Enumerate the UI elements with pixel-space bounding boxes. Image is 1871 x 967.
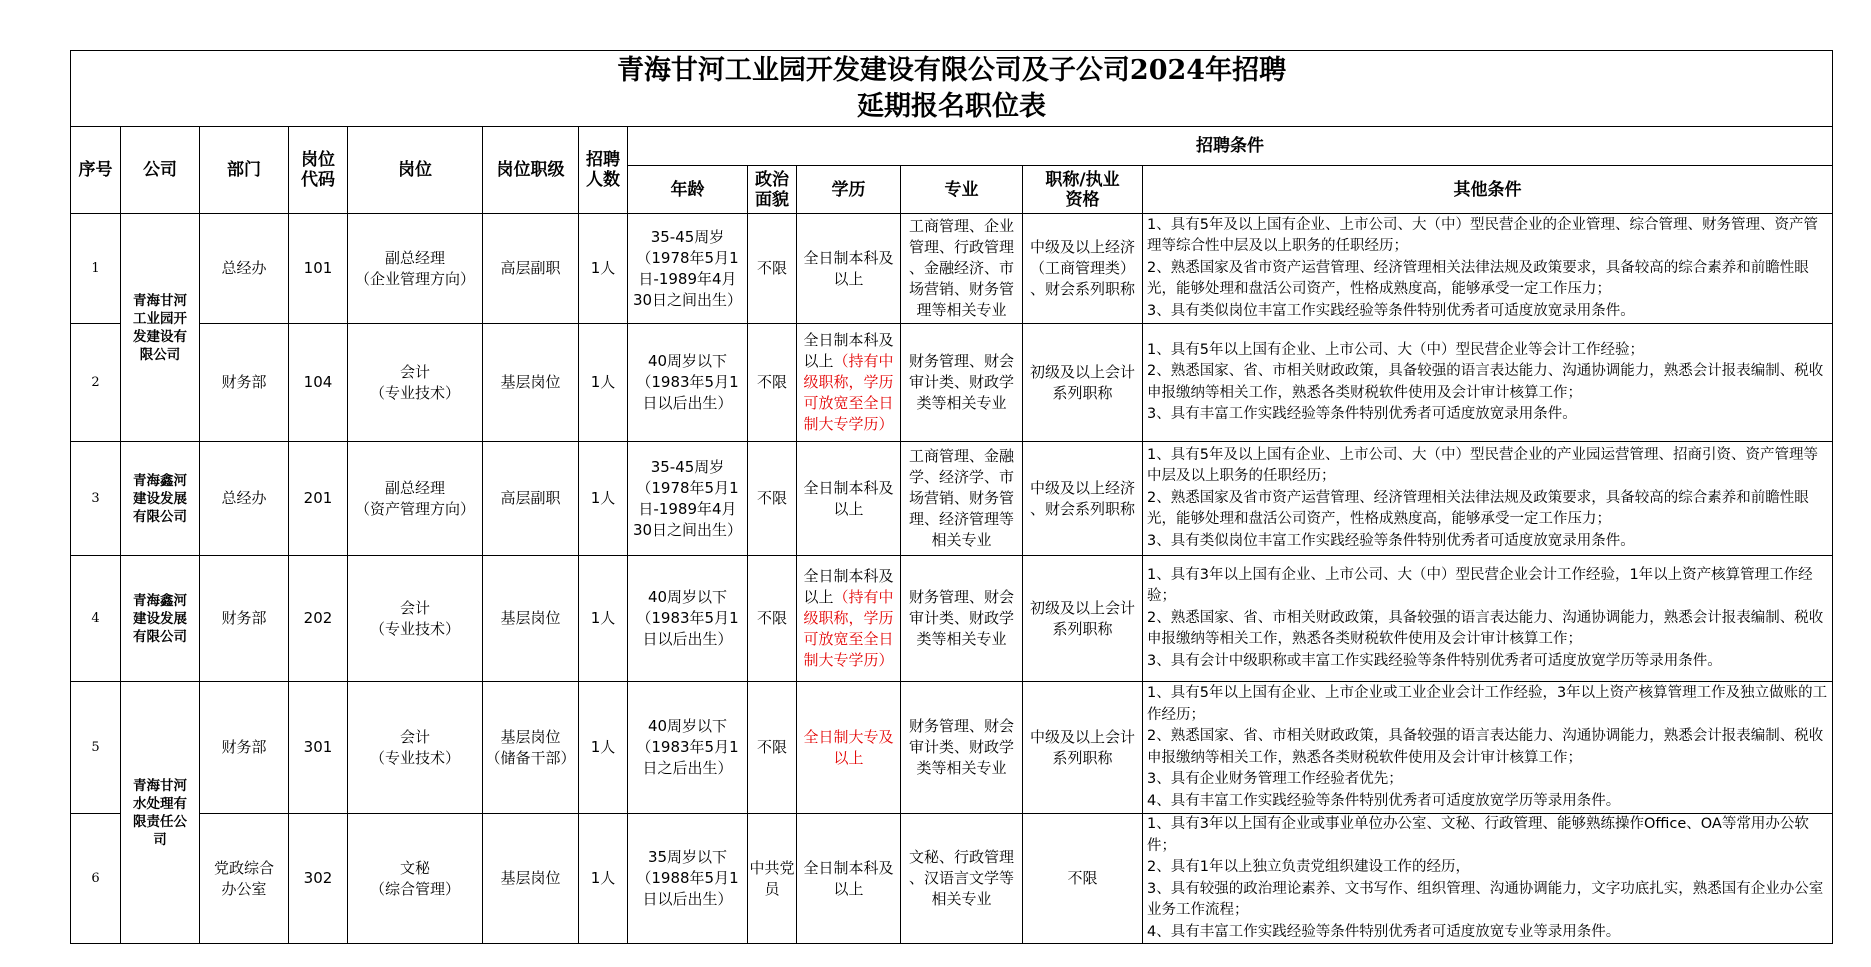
cell-code: 202	[289, 556, 348, 682]
education-note: 全日制大专及 以上	[803, 727, 894, 767]
cell-position: 会计 （专业技术）	[348, 324, 483, 442]
table-row	[71, 214, 1833, 324]
table-row	[71, 814, 1833, 944]
header-dept: 部门	[200, 127, 289, 214]
cell-education	[797, 814, 901, 944]
cell-political: 不限	[748, 324, 797, 442]
header-age: 年龄	[628, 166, 748, 214]
cell-code: 101	[289, 214, 348, 324]
title-row	[71, 51, 1833, 127]
education-note: （持有中 级职称，学历 可放宽至全日 制大专学历）	[803, 352, 894, 433]
header-conditions: 招聘条件	[628, 127, 1833, 166]
header-position: 岗位	[348, 127, 483, 214]
cell-political: 不限	[748, 214, 797, 324]
table-title	[71, 51, 1833, 127]
cell-political: 中共党 员	[748, 814, 797, 944]
cell-count: 1人	[579, 442, 628, 556]
cell-qualification: 初级及以上会计 系列职称	[1023, 324, 1143, 442]
cell-seq: 6	[71, 814, 121, 944]
cell-other: 1、具有5年及以上国有企业、上市公司、大（中）型民营企业的产业园运营管理、招商引资、资产管理等中层及以上职务的任职经历； 2、熟悉国家及省市资产运营管理、经济管理相关法律法规及政策要求，具备较高的综合素养和前瞻性眼光，能够处理和盘活公司资产，性格成熟度高，能够承受一定工作压力； 3、具有类似岗位丰富工作实践经验等条件特别优秀者可适度放宽录用条件。	[1143, 442, 1833, 556]
cell-dept: 财务部	[200, 682, 289, 814]
cell-level: 基层岗位	[483, 814, 579, 944]
cell-seq: 1	[71, 214, 121, 324]
cell-political: 不限	[748, 442, 797, 556]
cell-seq: 3	[71, 442, 121, 556]
cell-level: 基层岗位 （储备干部）	[483, 682, 579, 814]
cell-qualification: 中级及以上经济 （工商管理类） 、财会系列职称	[1023, 214, 1143, 324]
recruitment-table	[70, 50, 1833, 944]
cell-code: 201	[289, 442, 348, 556]
cell-other: 1、具有3年以上国有企业、上市公司、大（中）型民营企业会计工作经验，1年以上资产核算管理工作经验； 2、熟悉国家、省、市相关财政政策，具备较强的语言表达能力、沟通协调能力，熟悉会计报表编制、税收申报缴纳等相关工作，熟悉各类财税软件使用及会计审计核算工作； 3、具有会计中级职称或丰富工作实践经验等条件特别优秀者可适度放宽学历等录用条件。	[1143, 556, 1833, 682]
cell-seq: 4	[71, 556, 121, 682]
cell-count: 1人	[579, 324, 628, 442]
cell-level: 基层岗位	[483, 556, 579, 682]
cell-education	[797, 442, 901, 556]
cell-qualification: 初级及以上会计 系列职称	[1023, 556, 1143, 682]
cell-code: 302	[289, 814, 348, 944]
cell-level: 高层副职	[483, 214, 579, 324]
cell-dept: 党政综合 办公室	[200, 814, 289, 944]
cell-qualification: 中级及以上经济 、财会系列职称	[1023, 442, 1143, 556]
cell-count: 1人	[579, 814, 628, 944]
header-seq: 序号	[71, 127, 121, 214]
cell-education	[797, 214, 901, 324]
cell-education	[797, 556, 901, 682]
cell-level: 高层副职	[483, 442, 579, 556]
table-row	[71, 324, 1833, 442]
cell-position: 副总经理 （企业管理方向）	[348, 214, 483, 324]
cell-major: 财务管理、财会 审计类、财政学 类等相关专业	[901, 682, 1023, 814]
header-political: 政治 面貌	[748, 166, 797, 214]
education-text: 全日制本科及 以上	[803, 567, 894, 606]
cell-education	[797, 324, 901, 442]
cell-age: 40周岁以下 （1983年5月1 日以后出生）	[628, 324, 748, 442]
education-text: 全日制本科及 以上	[803, 858, 894, 898]
table-row	[71, 556, 1833, 682]
cell-company: 青海甘河 工业园开 发建设有 限公司	[121, 214, 200, 442]
education-text: 全日制本科及 以上	[803, 248, 894, 288]
cell-major: 文秘、行政管理 、汉语言文学等 相关专业	[901, 814, 1023, 944]
header-other: 其他条件	[1143, 166, 1833, 214]
education-note: （持有中 级职称，学历 可放宽至全日 制大专学历）	[803, 588, 894, 669]
cell-company: 青海鑫河 建设发展 有限公司	[121, 442, 200, 556]
cell-age: 40周岁以下 （1983年5月1 日以后出生）	[628, 556, 748, 682]
table-row	[71, 682, 1833, 814]
cell-major: 财务管理、财会 审计类、财政学 类等相关专业	[901, 556, 1023, 682]
cell-political: 不限	[748, 556, 797, 682]
cell-qualification: 中级及以上会计 系列职称	[1023, 682, 1143, 814]
cell-company: 青海鑫河 建设发展 有限公司	[121, 556, 200, 682]
cell-major: 工商管理、金融 学、经济学、市 场营销、财务管 理、经济管理等 相关专业	[901, 442, 1023, 556]
header-company: 公司	[121, 127, 200, 214]
cell-other: 1、具有5年以上国有企业、上市企业或工业企业会计工作经验，3年以上资产核算管理工作及独立做账的工作经历； 2、熟悉国家、省、市相关财政政策，具备较强的语言表达能力、沟通协调能力，熟悉会计报表编制、税收申报缴纳等相关工作，熟悉各类财税软件使用及会计审计核算工作； 3、具有企业财务管理工作经验者优先； 4、具有丰富工作实践经验等条件特别优秀者可适度放宽学历等录用条件。	[1143, 682, 1833, 814]
cell-education	[797, 682, 901, 814]
cell-position: 副总经理 （资产管理方向）	[348, 442, 483, 556]
cell-major: 工商管理、企业 管理、行政管理 、金融经济、市 场营销、财务管 理等相关专业	[901, 214, 1023, 324]
header-education: 学历	[797, 166, 901, 214]
cell-other: 1、具有3年以上国有企业或事业单位办公室、文秘、行政管理、能够熟练操作Office、OA等常用办公软件； 2、具有1年以上独立负责党组织建设工作的经历， 3、具有较强的政治理论素养、文书写作、组织管理、沟通协调能力，文字功底扎实，熟悉国有企业办公室业务工作流程； 4、具有丰富工作实践经验等条件特别优秀者可适度放宽专业等录用条件。	[1143, 814, 1833, 944]
cell-count: 1人	[579, 682, 628, 814]
cell-dept: 总经办	[200, 442, 289, 556]
header-major: 专业	[901, 166, 1023, 214]
cell-major: 财务管理、财会 审计类、财政学 类等相关专业	[901, 324, 1023, 442]
cell-dept: 财务部	[200, 324, 289, 442]
cell-position: 文秘 （综合管理）	[348, 814, 483, 944]
cell-dept: 总经办	[200, 214, 289, 324]
cell-position: 会计 （专业技术）	[348, 682, 483, 814]
cell-position: 会计 （专业技术）	[348, 556, 483, 682]
cell-age: 40周岁以下 （1983年5月1 日之后出生）	[628, 682, 748, 814]
cell-seq: 2	[71, 324, 121, 442]
header-row-1	[71, 127, 1833, 166]
cell-other: 1、具有5年及以上国有企业、上市公司、大（中）型民营企业的企业管理、综合管理、财务管理、资产管理等综合性中层及以上职务的任职经历； 2、熟悉国家及省市资产运营管理、经济管理相关法律法规及政策要求，具备较高的综合素养和前瞻性眼光，能够处理和盘活公司资产，性格成熟度高，能够承受一定工作压力； 3、具有类似岗位丰富工作实践经验等条件特别优秀者可适度放宽录用条件。	[1143, 214, 1833, 324]
header-level: 岗位职级	[483, 127, 579, 214]
cell-seq: 5	[71, 682, 121, 814]
header-count: 招聘 人数	[579, 127, 628, 214]
cell-other: 1、具有5年以上国有企业、上市公司、大（中）型民营企业等会计工作经验； 2、熟悉国家、省、市相关财政政策，具备较强的语言表达能力、沟通协调能力，熟悉会计报表编制、税收申报缴纳等相关工作，熟悉各类财税软件使用及会计审计核算工作； 3、具有丰富工作实践经验等条件特别优秀者可适度放宽录用条件。	[1143, 324, 1833, 442]
cell-age: 35周岁以下 （1988年5月1 日以后出生）	[628, 814, 748, 944]
title-line-2: 延期报名职位表	[857, 90, 1047, 122]
header-code: 岗位 代码	[289, 127, 348, 214]
title-line-1: 青海甘河工业园开发建设有限公司及子公司2024年招聘	[616, 54, 1287, 86]
table-row	[71, 442, 1833, 556]
cell-count: 1人	[579, 214, 628, 324]
cell-code: 301	[289, 682, 348, 814]
education-text: 全日制本科及 以上	[803, 331, 894, 370]
cell-dept: 财务部	[200, 556, 289, 682]
cell-political: 不限	[748, 682, 797, 814]
cell-company: 青海甘河 水处理有 限责任公 司	[121, 682, 200, 944]
education-text: 全日制本科及 以上	[803, 478, 894, 518]
cell-count: 1人	[579, 556, 628, 682]
cell-qualification: 不限	[1023, 814, 1143, 944]
cell-age: 35-45周岁 （1978年5月1 日-1989年4月 30日之间出生）	[628, 214, 748, 324]
header-qualification: 职称/执业 资格	[1023, 166, 1143, 214]
cell-level: 基层岗位	[483, 324, 579, 442]
cell-code: 104	[289, 324, 348, 442]
cell-age: 35-45周岁 （1978年5月1 日-1989年4月 30日之间出生）	[628, 442, 748, 556]
